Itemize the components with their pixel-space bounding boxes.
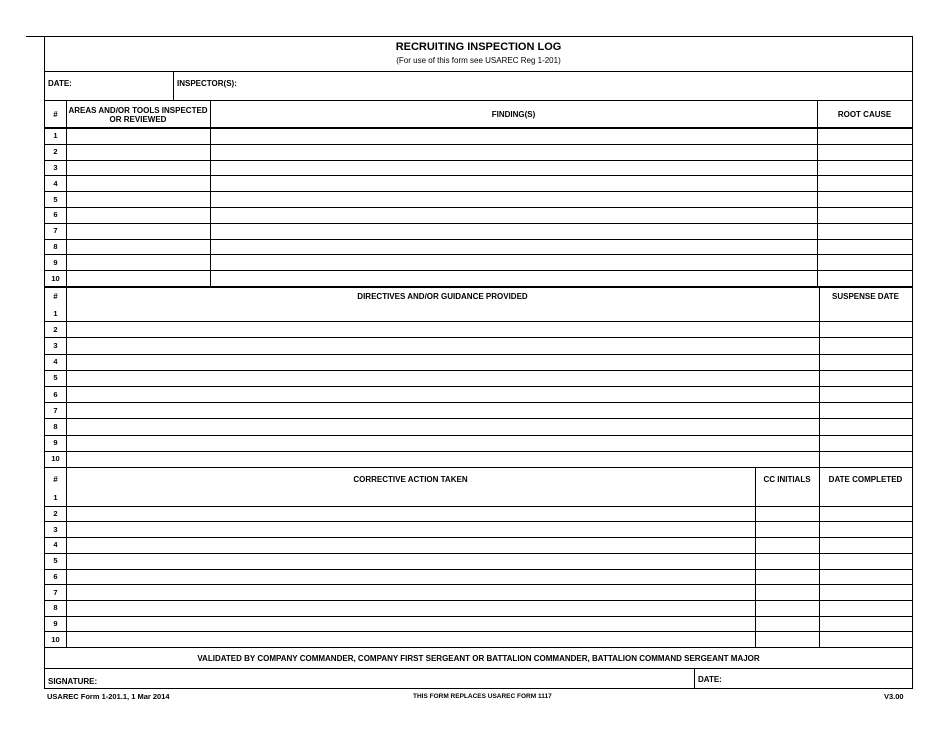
corrective-action-cell[interactable] — [66, 584, 755, 600]
findings-area-cell[interactable] — [66, 270, 210, 286]
findings-root-cause-cell[interactable] — [817, 207, 912, 223]
directives-row-number: 5 — [53, 373, 58, 383]
corrective-cc-initials-cell[interactable] — [755, 521, 819, 537]
corrective-cc-initials-cell[interactable] — [755, 600, 819, 616]
directives-row-number: 4 — [53, 357, 58, 367]
corrective-date-completed-cell[interactable] — [819, 537, 912, 553]
inspector-field[interactable] — [245, 73, 910, 99]
findings-area-cell[interactable] — [66, 175, 210, 191]
corrective-date-completed-cell[interactable] — [819, 616, 912, 632]
corrective-date-completed-cell[interactable] — [819, 631, 912, 647]
corrective-action-cell[interactable] — [66, 490, 755, 506]
directives-row-number: 9 — [53, 438, 58, 448]
directives-directive-cell[interactable] — [66, 305, 819, 321]
findings-area-cell[interactable] — [66, 239, 210, 255]
findings-root-cause-cell[interactable] — [817, 160, 912, 176]
findings-finding-cell[interactable] — [210, 160, 817, 176]
findings-header: FINDING(S) — [491, 110, 536, 119]
directives-directive-cell[interactable] — [66, 435, 819, 451]
corrective-date-completed-cell[interactable] — [819, 490, 912, 506]
directives-suspense-date-cell[interactable] — [819, 321, 912, 337]
corrective-action-cell[interactable] — [66, 631, 755, 647]
date-completed-header: DATE COMPLETED — [828, 474, 903, 484]
inspection-log-form — [44, 36, 913, 689]
findings-finding-cell[interactable] — [210, 191, 817, 207]
directives-suspense-date-cell[interactable] — [819, 305, 912, 321]
corrective-row-number: 5 — [53, 556, 58, 566]
corrective-date-completed-cell[interactable] — [819, 584, 912, 600]
corrective-date-completed-cell[interactable] — [819, 506, 912, 522]
corrective-action-cell[interactable] — [66, 569, 755, 585]
findings-finding-cell[interactable] — [210, 223, 817, 239]
directives-suspense-date-cell[interactable] — [819, 451, 912, 467]
findings-root-cause-cell[interactable] — [817, 239, 912, 255]
suspense-header: SUSPENSE DATE — [832, 291, 899, 301]
findings-root-cause-cell[interactable] — [817, 270, 912, 286]
directives-suspense-date-cell[interactable] — [819, 386, 912, 402]
corrective-action-header: CORRECTIVE ACTION TAKEN — [353, 474, 468, 484]
form-subtitle: (For use of this form see USAREC Reg 1-201) — [396, 56, 561, 65]
findings-root-cause-cell[interactable] — [817, 128, 912, 144]
directives-directive-cell[interactable] — [66, 386, 819, 402]
directives-directive-cell[interactable] — [66, 354, 819, 370]
areas-header: AREAS AND/OR TOOLS INSPECTED OR REVIEWED — [68, 105, 208, 124]
corrective-cc-initials-cell[interactable] — [755, 490, 819, 506]
findings-area-cell[interactable] — [66, 144, 210, 160]
findings-finding-cell[interactable] — [210, 128, 817, 144]
corrective-row-number: 6 — [53, 571, 58, 581]
findings-area-cell[interactable] — [66, 254, 210, 270]
findings-root-cause-cell[interactable] — [817, 254, 912, 270]
corrective-cc-initials-cell[interactable] — [755, 553, 819, 569]
corrective-row-number: 9 — [53, 618, 58, 628]
directives-row-number: 2 — [53, 324, 58, 334]
top-rule — [26, 36, 46, 37]
corrective-action-cell[interactable] — [66, 506, 755, 522]
directives-directive-cell[interactable] — [66, 418, 819, 434]
corrective-action-cell[interactable] — [66, 616, 755, 632]
findings-finding-cell[interactable] — [210, 144, 817, 160]
findings-area-cell[interactable] — [66, 223, 210, 239]
findings-finding-cell[interactable] — [210, 207, 817, 223]
form-version: V3.00 — [884, 692, 904, 701]
date-field[interactable] — [83, 73, 171, 99]
findings-root-cause-cell[interactable] — [817, 144, 912, 160]
findings-row-number: 4 — [53, 178, 58, 188]
findings-row-number: 3 — [53, 162, 58, 172]
corrective-cc-initials-cell[interactable] — [755, 616, 819, 632]
directives-directive-cell[interactable] — [66, 402, 819, 418]
directives-header: DIRECTIVES AND/OR GUIDANCE PROVIDED — [357, 291, 528, 301]
findings-row-number: 6 — [53, 210, 58, 220]
corrective-cc-initials-cell[interactable] — [755, 584, 819, 600]
directives-suspense-date-cell[interactable] — [819, 370, 912, 386]
cc-initials-header: CC INITIALS — [763, 474, 811, 484]
form-replaces-note: THIS FORM REPLACES USAREC FORM 1117 — [413, 693, 552, 700]
corrective-action-cell[interactable] — [66, 600, 755, 616]
directives-row-number: 1 — [53, 308, 58, 318]
findings-row-number: 7 — [53, 226, 58, 236]
corrective-row-number: 1 — [53, 493, 58, 503]
findings-finding-cell[interactable] — [210, 239, 817, 255]
directives-row-number: 6 — [53, 389, 58, 399]
validation-date-label: DATE: — [698, 675, 722, 684]
corrective-date-completed-cell[interactable] — [819, 521, 912, 537]
validation-text: VALIDATED BY COMPANY COMMANDER, COMPANY FIRST SERGEANT OR BATTALION COMMANDER, BATTALION COMMAND SERGEANT MAJOR — [197, 653, 760, 663]
findings-finding-cell[interactable] — [210, 270, 817, 286]
findings-root-cause-cell[interactable] — [817, 175, 912, 191]
date-label: DATE: — [48, 79, 72, 88]
findings-area-cell[interactable] — [66, 128, 210, 144]
signature-label: SIGNATURE: — [48, 677, 98, 686]
directives-suspense-date-cell[interactable] — [819, 418, 912, 434]
corrective-num-header: # — [53, 474, 58, 484]
validation-date-field[interactable] — [730, 669, 910, 688]
findings-area-cell[interactable] — [66, 207, 210, 223]
corrective-cc-initials-cell[interactable] — [755, 569, 819, 585]
findings-row-number: 1 — [53, 131, 58, 141]
signature-field[interactable] — [105, 669, 693, 688]
findings-finding-cell[interactable] — [210, 254, 817, 270]
corrective-date-completed-cell[interactable] — [819, 553, 912, 569]
inspector-label: INSPECTOR(S): — [177, 79, 237, 88]
corrective-row-number: 3 — [53, 524, 58, 534]
findings-root-cause-cell[interactable] — [817, 223, 912, 239]
form-title-block — [45, 37, 912, 72]
corrective-date-completed-cell[interactable] — [819, 600, 912, 616]
findings-finding-cell[interactable] — [210, 175, 817, 191]
form-id: USAREC Form 1-201.1, 1 Mar 2014 — [47, 692, 170, 701]
findings-row-number: 8 — [53, 241, 58, 251]
directives-row-number: 10 — [51, 454, 60, 464]
findings-area-cell[interactable] — [66, 160, 210, 176]
corrective-row-number: 7 — [53, 587, 58, 597]
directives-suspense-date-cell[interactable] — [819, 402, 912, 418]
corrective-action-cell[interactable] — [66, 521, 755, 537]
directives-row-number: 3 — [53, 340, 58, 350]
directives-num-header: # — [53, 291, 58, 301]
findings-row-number: 9 — [53, 257, 58, 267]
directives-directive-cell[interactable] — [66, 321, 819, 337]
directives-suspense-date-cell[interactable] — [819, 354, 912, 370]
findings-num-header: # — [53, 110, 58, 119]
directives-suspense-date-cell[interactable] — [819, 337, 912, 353]
findings-area-cell[interactable] — [66, 191, 210, 207]
corrective-row-number: 10 — [51, 634, 60, 644]
corrective-row-number: 4 — [53, 540, 58, 550]
form-title: RECRUITING INSPECTION LOG — [395, 41, 562, 53]
directives-row-number: 8 — [53, 421, 58, 431]
directives-row-number: 7 — [53, 405, 58, 415]
directives-directive-cell[interactable] — [66, 451, 819, 467]
corrective-row-number: 8 — [53, 603, 58, 613]
corrective-cc-initials-cell[interactable] — [755, 631, 819, 647]
findings-row-number: 5 — [53, 194, 58, 204]
corrective-cc-initials-cell[interactable] — [755, 537, 819, 553]
directives-directive-cell[interactable] — [66, 337, 819, 353]
directives-directive-cell[interactable] — [66, 370, 819, 386]
corrective-action-cell[interactable] — [66, 537, 755, 553]
root-cause-header: ROOT CAUSE — [837, 110, 892, 119]
corrective-date-completed-cell[interactable] — [819, 569, 912, 585]
corrective-cc-initials-cell[interactable] — [755, 506, 819, 522]
directives-suspense-date-cell[interactable] — [819, 435, 912, 451]
corrective-action-cell[interactable] — [66, 553, 755, 569]
findings-row-number: 2 — [53, 147, 58, 157]
findings-root-cause-cell[interactable] — [817, 191, 912, 207]
findings-row-number: 10 — [51, 273, 60, 283]
corrective-row-number: 2 — [53, 509, 58, 519]
